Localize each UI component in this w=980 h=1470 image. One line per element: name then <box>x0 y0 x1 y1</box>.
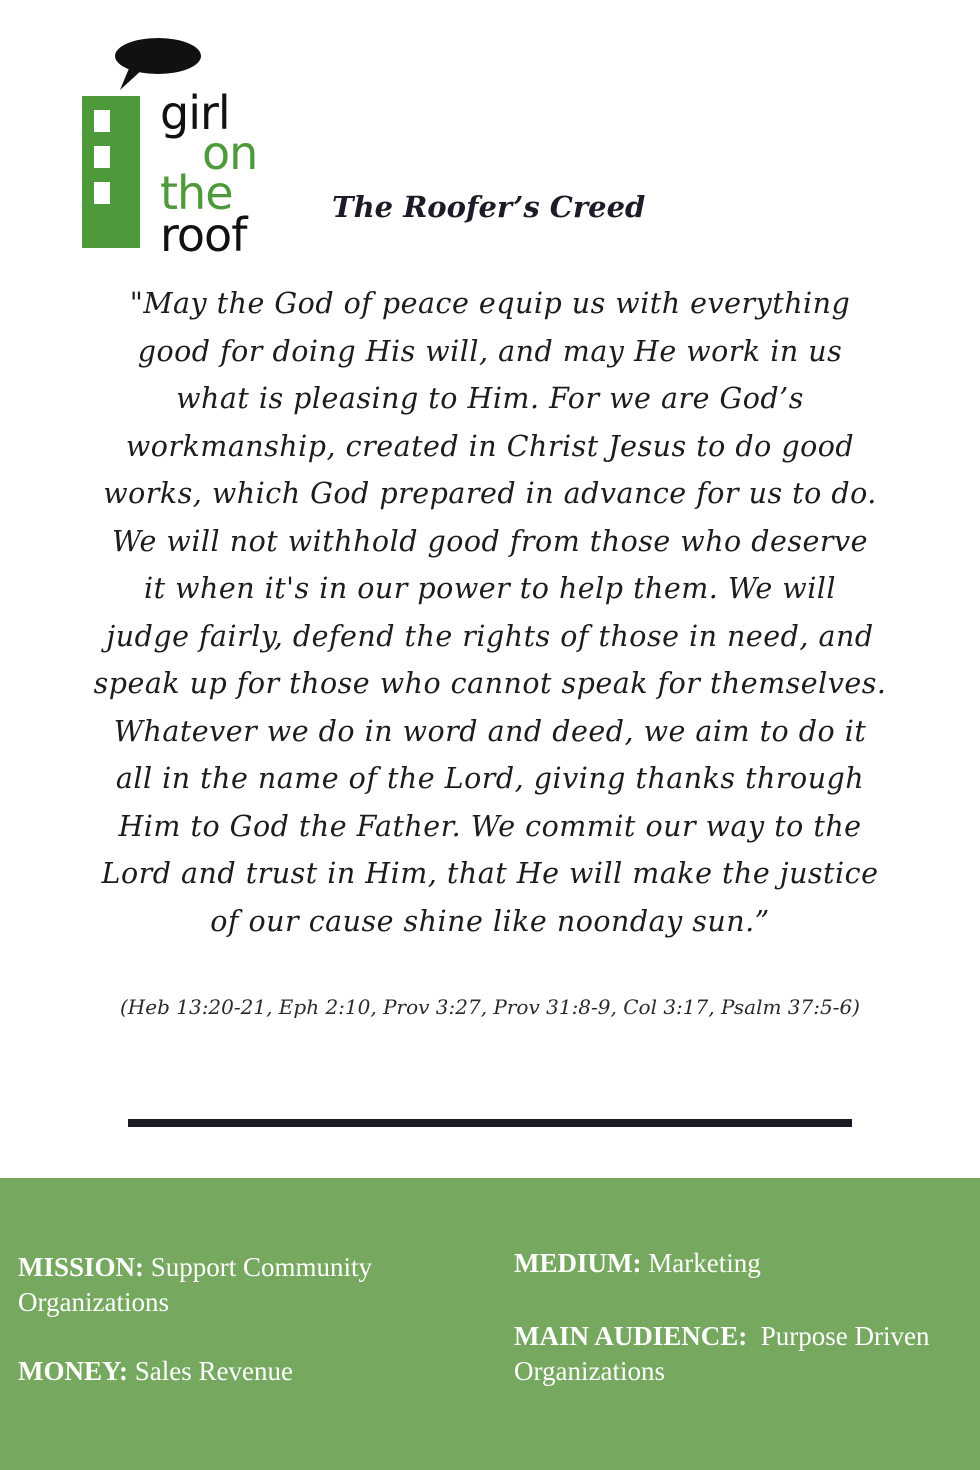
creed-line: of our cause shine like noonday sun.” <box>210 904 770 938</box>
creed-line: what is pleasing to Him. For we are God’s <box>176 382 804 415</box>
creed-text <box>40 280 940 945</box>
creed-line: Lord and trust in Him, that He will make the justice <box>101 857 879 890</box>
footer-info-panel <box>0 1178 980 1470</box>
money-block <box>18 1354 438 1389</box>
creed-line: Him to God the Father. We commit our way to the <box>118 809 862 843</box>
logo-word-the: the <box>160 166 233 220</box>
page-title: The Roofer’s Creed <box>332 190 646 224</box>
mission-value: Support Community Organizations <box>18 1252 373 1317</box>
money-label: MONEY: <box>18 1356 129 1386</box>
logo-word-girl: girl <box>160 86 230 140</box>
creed-line: works, which God prepared in advance for us to do. <box>103 477 877 510</box>
creed-line: it when it's in our power to help them. We will <box>143 572 837 605</box>
creed-line: "May the God of peace equip us with everything <box>129 287 851 320</box>
audience-value: Purpose Driven Organizations <box>514 1321 937 1386</box>
creed-line: workmanship, created in Christ Jesus to do good <box>125 429 855 463</box>
medium-label: MEDIUM: <box>514 1248 642 1278</box>
logo-word-roof: roof <box>160 208 247 262</box>
creed-line: speak up for those who cannot speak for themselves. <box>93 667 887 700</box>
money-value: Sales Revenue <box>128 1356 293 1386</box>
creed-line: good for doing His will, and may He work in us <box>137 334 843 368</box>
scripture-references: (Heb 13:20-21, Eph 2:10, Prov 3:27, Prov 31:8-9, Col 3:17, Psalm 37:5-6) <box>120 995 860 1019</box>
audience-label: MAIN AUDIENCE: <box>514 1321 748 1351</box>
creed-line: We will not withhold good from those who deserve <box>112 524 868 558</box>
girl-on-the-roof-logo <box>78 34 278 266</box>
divider <box>128 1119 852 1127</box>
creed-line: judge fairly, defend the rights of those in need, and <box>106 619 874 653</box>
mission-label: MISSION: <box>18 1252 145 1282</box>
audience-block <box>514 1319 964 1389</box>
logo-word-on: on <box>202 126 258 180</box>
mission-block <box>18 1250 438 1320</box>
medium-value: Marketing <box>641 1248 761 1278</box>
creed-line: Whatever we do in word and deed, we aim to do it <box>113 714 867 748</box>
medium-block <box>514 1246 964 1281</box>
creed-line: all in the name of the Lord, giving thanks through <box>115 762 865 795</box>
